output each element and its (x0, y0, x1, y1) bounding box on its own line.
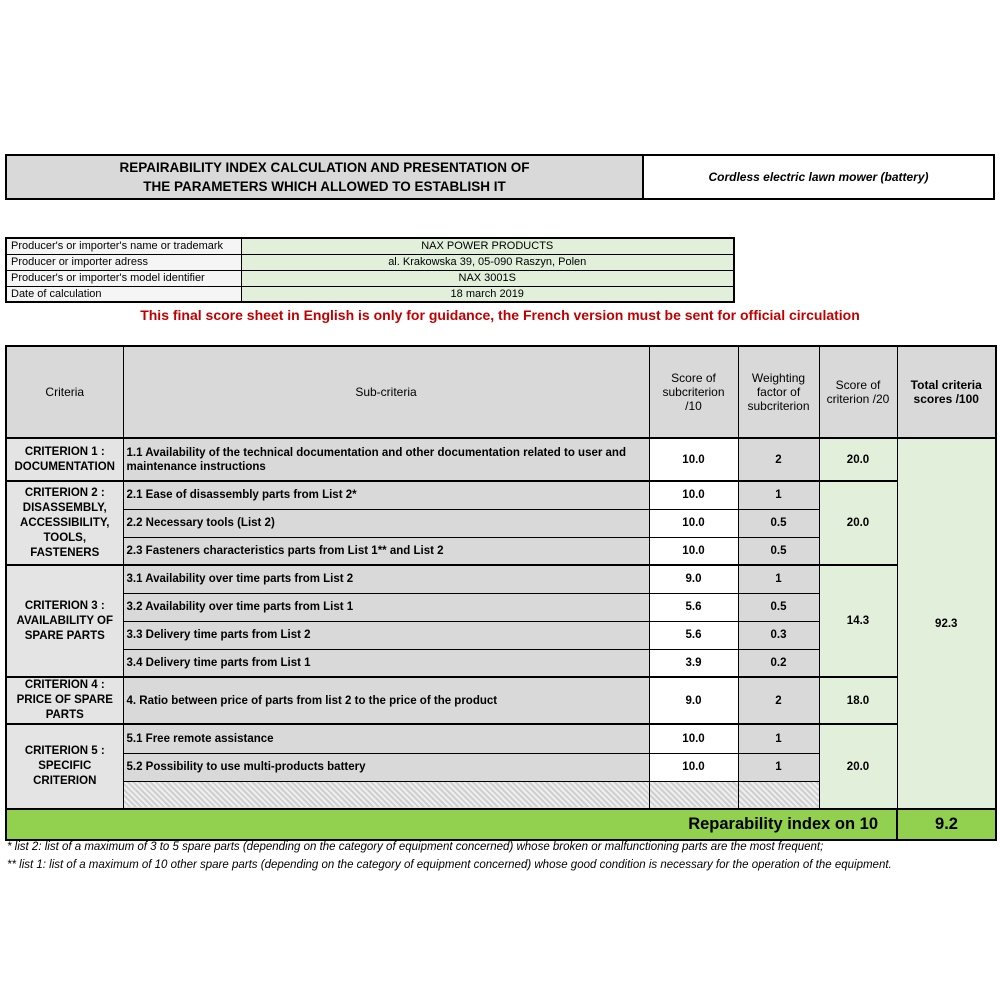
table-row (6, 254, 734, 270)
criterion-4-score: 18.0 (819, 677, 897, 724)
weight-3-4: 0.2 (738, 649, 819, 677)
model-identifier-value: NAX 3001S (241, 270, 734, 286)
producer-address-label: Producer or importer adress (6, 254, 241, 270)
reparability-index-value: 9.2 (897, 809, 996, 840)
criterion-4-label: CRITERION 4 : PRICE OF SPARE PARTS (6, 677, 123, 724)
calculation-date-label: Date of calculation (6, 286, 241, 302)
table-row (6, 481, 996, 509)
subcriterion-2-2: 2.2 Necessary tools (List 2) (123, 509, 649, 537)
footnotes (7, 839, 992, 874)
score-2-3: 10.0 (649, 537, 738, 565)
table-row (6, 724, 996, 753)
score-3-1: 9.0 (649, 565, 738, 593)
calculation-date-value: 18 march 2019 (241, 286, 734, 302)
weight-3-2: 0.5 (738, 593, 819, 621)
score-4: 9.0 (649, 677, 738, 724)
footnote-list1: ** list 1: list of a maximum of 10 other spare parts (depending on the category of equipment concerned) whose good condition is necessary for the operation of the equipment. (7, 858, 892, 871)
table-row (6, 270, 734, 286)
subcriterion-4: 4. Ratio between price of parts from list 2 to the price of the product (123, 677, 649, 724)
criterion-1-label: CRITERION 1 : DOCUMENTATION (6, 438, 123, 481)
weight-2-3: 0.5 (738, 537, 819, 565)
model-identifier-label: Producer's or importer's model identifier (6, 270, 241, 286)
score-table (5, 345, 997, 841)
producer-address-value: al. Krakowska 39, 05-090 Raszyn, Polen (241, 254, 734, 270)
criteria-header: Criteria (6, 346, 123, 438)
reparability-index-label: Reparability index on 10 (6, 809, 897, 840)
sub-criteria-header: Sub-criteria (123, 346, 649, 438)
subcriterion-5-1: 5.1 Free remote assistance (123, 724, 649, 753)
weight-5-2: 1 (738, 753, 819, 781)
weight-2-1: 1 (738, 481, 819, 509)
criterion-2-score: 20.0 (819, 481, 897, 565)
criterion-3-label: CRITERION 3 : AVAILABILITY OF SPARE PARTS (6, 565, 123, 677)
subcriterion-3-2: 3.2 Availability over time parts from List 1 (123, 593, 649, 621)
score-1-1: 10.0 (649, 438, 738, 481)
weight-3-1: 1 (738, 565, 819, 593)
score-5-1: 10.0 (649, 724, 738, 753)
score-subcriterion-header: Score of subcriterion /10 (649, 346, 738, 438)
title-bar (5, 154, 995, 200)
criterion-3-score: 14.3 (819, 565, 897, 677)
criterion-5-label: CRITERION 5 : SPECIFIC CRITERION (6, 724, 123, 809)
result-row (6, 809, 996, 840)
criterion-2-label: CRITERION 2 : DISASSEMBLY, ACCESSIBILITY, TOOLS, FASTENERS (6, 481, 123, 565)
producer-name-value: NAX POWER PRODUCTS (241, 238, 734, 254)
weighting-factor-header: Weighting factor of subcriterion (738, 346, 819, 438)
empty-weight-cell (738, 781, 819, 809)
table-row (6, 238, 734, 254)
subcriterion-3-4: 3.4 Delivery time parts from List 1 (123, 649, 649, 677)
score-3-3: 5.6 (649, 621, 738, 649)
weight-1-1: 2 (738, 438, 819, 481)
weight-4: 2 (738, 677, 819, 724)
score-3-4: 3.9 (649, 649, 738, 677)
producer-info-table (5, 237, 735, 303)
subcriterion-3-3: 3.3 Delivery time parts from List 2 (123, 621, 649, 649)
score-5-2: 10.0 (649, 753, 738, 781)
subcriterion-3-1: 3.1 Availability over time parts from List 2 (123, 565, 649, 593)
score-2-1: 10.0 (649, 481, 738, 509)
table-row (6, 438, 996, 481)
footnote-list2: * list 2: list of a maximum of 3 to 5 spare parts (depending on the category of equipment concerned) whose broken or malfunctioning parts are the most frequent; (7, 841, 824, 853)
table-row (6, 565, 996, 593)
criterion-5-score: 20.0 (819, 724, 897, 809)
empty-subcriterion-cell (123, 781, 649, 809)
subcriterion-2-3: 2.3 Fasteners characteristics parts from List 1** and List 2 (123, 537, 649, 565)
document-title (7, 156, 644, 198)
weight-5-1: 1 (738, 724, 819, 753)
score-3-2: 5.6 (649, 593, 738, 621)
weight-3-3: 0.3 (738, 621, 819, 649)
table-row (6, 677, 996, 724)
total-criteria-score: 92.3 (897, 438, 996, 809)
weight-2-2: 0.5 (738, 509, 819, 537)
subcriterion-1-1: 1.1 Availability of the technical documentation and other documentation related to user and maintenance instructions (123, 438, 649, 481)
score-criterion-header: Score of criterion /20 (819, 346, 897, 438)
empty-score-cell (649, 781, 738, 809)
criterion-1-score: 20.0 (819, 438, 897, 481)
subcriterion-5-2: 5.2 Possibility to use multi-products battery (123, 753, 649, 781)
document-title-line1: REPAIRABILITY INDEX CALCULATION AND PRESENTATION OF (119, 160, 530, 175)
subcriterion-2-1: 2.1 Ease of disassembly parts from List 2* (123, 481, 649, 509)
guidance-notice: This final score sheet in English is only for guidance, the French version must be sent for official circulation (140, 307, 860, 323)
document-title-line2: THE PARAMETERS WHICH ALLOWED TO ESTABLISH IT (143, 179, 506, 194)
total-scores-header: Total criteria scores /100 (897, 346, 996, 438)
score-table-header-row (6, 346, 996, 438)
producer-name-label: Producer's or importer's name or trademark (6, 238, 241, 254)
score-2-2: 10.0 (649, 509, 738, 537)
product-name: Cordless electric lawn mower (battery) (644, 156, 993, 198)
table-row (6, 286, 734, 302)
